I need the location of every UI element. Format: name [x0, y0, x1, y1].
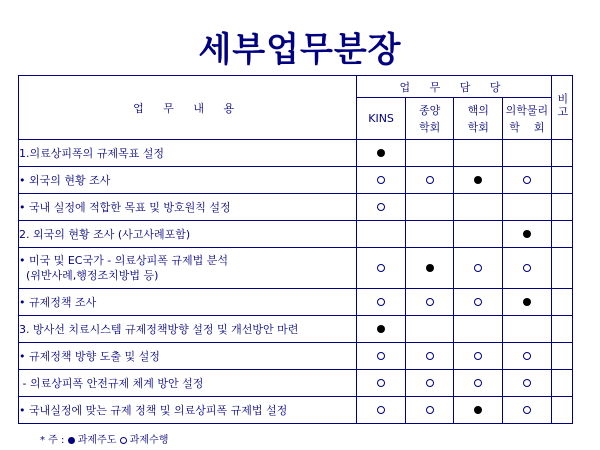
footnote-prefix: * 주 : — [40, 435, 65, 446]
org-column-header — [405, 98, 454, 140]
task-column-header: 업 무 내 용 — [19, 76, 357, 140]
page-title: 세부업무분장 — [198, 30, 402, 70]
table-row — [19, 397, 573, 424]
filled-circle-icon — [68, 437, 75, 444]
assignment-cell — [503, 221, 552, 248]
table-row — [19, 167, 573, 194]
note-cell — [551, 370, 572, 397]
open-circle-icon — [523, 264, 531, 272]
assignment-cell — [503, 397, 552, 424]
filled-circle-icon — [523, 298, 531, 306]
assignment-cell — [405, 194, 454, 221]
task-text: • 규제정책 방향 도출 및 설정 — [19, 349, 160, 363]
org-header-line2: 학 회 — [509, 120, 545, 134]
task-cell — [19, 289, 357, 316]
assignment-cell — [454, 316, 503, 343]
assignment-cell — [503, 194, 552, 221]
note-cell — [551, 289, 572, 316]
task-cell — [19, 370, 357, 397]
assignment-cell — [454, 221, 503, 248]
org-column-header — [454, 98, 503, 140]
open-circle-icon — [377, 203, 385, 211]
task-text: - 의료상피폭 안전규제 체계 방안 설정 — [19, 376, 204, 390]
filled-circle-icon — [426, 264, 434, 272]
open-circle-icon — [426, 176, 434, 184]
open-circle-icon — [474, 298, 482, 306]
table-row — [19, 289, 573, 316]
task-cell — [19, 316, 357, 343]
open-circle-icon — [377, 264, 385, 272]
open-circle-icon — [426, 406, 434, 414]
open-circle-icon — [426, 352, 434, 360]
filled-circle-icon — [474, 406, 482, 414]
open-circle-icon — [523, 379, 531, 387]
assignment-cell — [503, 289, 552, 316]
open-circle-icon — [377, 352, 385, 360]
assignment-cell — [454, 194, 503, 221]
open-circle-icon — [474, 264, 482, 272]
table-row — [19, 316, 573, 343]
open-circle-icon — [377, 176, 385, 184]
org-header-line2: 학회 — [467, 120, 489, 134]
note-cell — [551, 167, 572, 194]
assignment-cell — [503, 343, 552, 370]
assignment-cell — [357, 140, 406, 167]
task-assignment-table — [18, 75, 573, 424]
assignment-cell — [405, 140, 454, 167]
assignment-cell — [405, 370, 454, 397]
task-text: 2. 외국의 현황 조사 (사고사례포함) — [19, 227, 191, 241]
assignment-cell — [357, 194, 406, 221]
open-circle-icon — [426, 379, 434, 387]
task-text: 3. 방사선 치료시스템 규제정책방향 설정 및 개선방안 마련 — [19, 322, 299, 336]
task-cell — [19, 194, 357, 221]
org-header-line1: 의학물리 — [505, 103, 549, 117]
task-text: • 국내실정에 맞는 규제 정책 및 의료상피폭 규제법 설정 — [19, 403, 288, 417]
filled-circle-icon — [523, 230, 531, 238]
open-circle-icon — [426, 298, 434, 306]
open-circle-icon — [523, 352, 531, 360]
task-text: • 외국의 현황 조사 — [19, 173, 111, 187]
assignment-cell — [454, 343, 503, 370]
assignment-cell — [454, 289, 503, 316]
assignment-cell — [405, 343, 454, 370]
assignment-cell — [503, 248, 552, 289]
note-header-text: 비고 — [555, 92, 569, 119]
org-column-header — [503, 98, 552, 140]
assignment-cell — [405, 167, 454, 194]
assignment-cell — [454, 248, 503, 289]
assignment-cell — [405, 289, 454, 316]
task-text: • 미국 및 EC국가 - 의료상피폭 규제법 분석 — [19, 254, 228, 267]
open-circle-icon — [377, 298, 385, 306]
assignment-cell — [357, 289, 406, 316]
note-cell — [551, 248, 572, 289]
legend-footnote — [40, 431, 168, 446]
note-cell — [551, 221, 572, 248]
assignee-group-header: 업 무 담 당 — [357, 76, 551, 98]
table-row — [19, 140, 573, 167]
assignment-cell — [454, 167, 503, 194]
task-cell — [19, 140, 357, 167]
task-cell — [19, 397, 357, 424]
note-cell — [551, 194, 572, 221]
table-row — [19, 370, 573, 397]
task-cell — [19, 167, 357, 194]
assignment-cell — [357, 316, 406, 343]
filled-circle-icon — [377, 325, 385, 333]
open-circle-icon — [474, 379, 482, 387]
org-header-line2: 학회 — [419, 120, 441, 134]
assignment-cell — [503, 167, 552, 194]
note-cell — [551, 316, 572, 343]
open-circle-icon — [120, 437, 127, 444]
assignment-cell — [357, 397, 406, 424]
open-circle-icon — [523, 406, 531, 414]
assignment-cell — [454, 370, 503, 397]
task-text: 1.의료상피폭의 규제목표 설정 — [19, 146, 164, 160]
note-column-header — [551, 76, 572, 140]
org-column-header — [357, 98, 406, 140]
open-circle-icon — [377, 406, 385, 414]
open-circle-icon — [523, 176, 531, 184]
open-circle-icon — [474, 352, 482, 360]
assignment-cell — [405, 316, 454, 343]
assignment-cell — [357, 221, 406, 248]
filled-circle-icon — [474, 176, 482, 184]
table-row — [19, 343, 573, 370]
footnote-open-label: 과제수행 — [129, 435, 169, 446]
assignment-cell — [357, 343, 406, 370]
task-cell — [19, 343, 357, 370]
org-header-line1: KINS — [368, 112, 394, 125]
filled-circle-icon — [377, 149, 385, 157]
table-row — [19, 248, 573, 289]
assignment-cell — [405, 397, 454, 424]
note-cell — [551, 397, 572, 424]
assignment-cell — [503, 140, 552, 167]
task-text-continued: (위반사례,행정조치방법 등) — [19, 269, 159, 282]
org-header-line1: 핵의 — [467, 103, 489, 117]
assignment-cell — [405, 248, 454, 289]
table-row — [19, 221, 573, 248]
assignment-cell — [357, 248, 406, 289]
assignment-cell — [357, 370, 406, 397]
table-row — [19, 194, 573, 221]
task-text: • 규제정책 조사 — [19, 295, 97, 309]
task-text: • 국내 실정에 적합한 목표 및 방호원칙 설정 — [19, 200, 231, 214]
assignment-cell — [454, 140, 503, 167]
assignment-cell — [503, 316, 552, 343]
note-cell — [551, 343, 572, 370]
assignment-cell — [405, 221, 454, 248]
open-circle-icon — [377, 379, 385, 387]
assignment-cell — [454, 397, 503, 424]
footnote-filled-label: 과제주도 — [77, 435, 117, 446]
task-cell — [19, 248, 357, 289]
org-header-line1: 종양 — [419, 103, 441, 117]
assignment-cell — [357, 167, 406, 194]
task-cell — [19, 221, 357, 248]
assignment-cell — [503, 370, 552, 397]
note-cell — [551, 140, 572, 167]
